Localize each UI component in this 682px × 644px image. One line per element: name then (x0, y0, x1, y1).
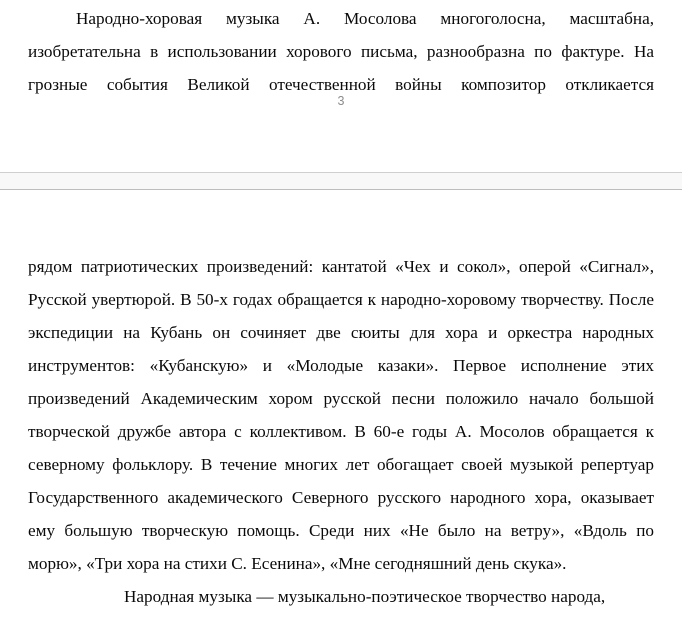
paragraph-top-continued: Народно-хоровая музыка А. Мосолова многоголосна, масштабна, изобретательна в использовании хорового письма, разнообразна по фактуре. На грозные события Великой отечественной войны композитор откликается (28, 9, 654, 94)
page-number: 3 (337, 94, 345, 108)
paragraph-next-partial: Народная музыка — музыкально-поэтическое творчество народа, (124, 587, 606, 606)
page-break-separator (0, 172, 682, 190)
page-fragment-bottom (0, 190, 682, 644)
paragraph-body-continuation: рядом патриотических произведений: кантатой «Чех и сокол», оперой «Сигнал», Русской увертюрой. В 50-х годах обращается к народно-хоровому творчеству. После экспедиции на Кубань он сочиняет две сюиты для хора и оркестра народных инструментов: «Кубанскую» и «Молодые казаки». Первое исполнение этих произведений Академическим хором русской песни положило начало большой творческой дружбе автора с коллективом. В 60-е годы А. Мосолов обращается к северному фольклору. В течение многих лет обогащает своей музыкой репертуар Государственного академического Северного русского народного хора, оказывает ему большую творческую помощь. Среди них «Не было на ветру», «Вдоль по морю», «Три хора на стихи С. Есенина», «Мне сегодняшний день скука». (28, 257, 654, 573)
body-top-offset (28, 190, 654, 248)
page-fragment-top (0, 0, 682, 172)
